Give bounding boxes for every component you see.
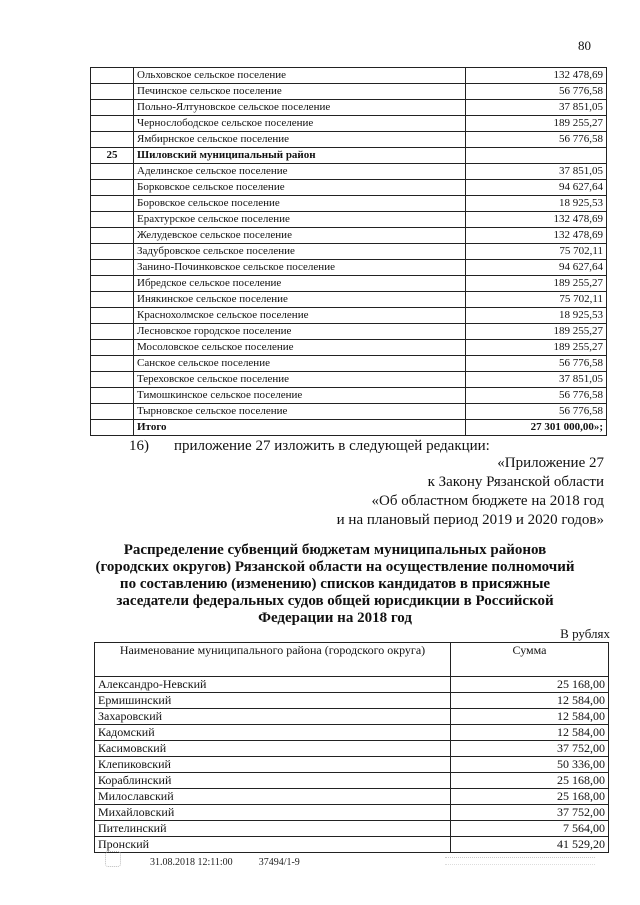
row-name-cell: Тимошкинское сельское поселение	[134, 388, 466, 404]
row-name-cell: Боровское сельское поселение	[134, 196, 466, 212]
row-number-cell	[91, 308, 134, 324]
row-amount-cell: 56 776,58	[466, 84, 607, 100]
district-amount-cell: 37 752,00	[451, 805, 609, 821]
district-name-cell: Пителинский	[95, 821, 451, 837]
district-amount-cell: 12 584,00	[451, 725, 609, 741]
row-number-cell	[91, 116, 134, 132]
table-row	[91, 244, 607, 260]
table-row	[91, 148, 607, 164]
district-name-cell: Захаровский	[95, 709, 451, 725]
row-amount-cell: 56 776,58	[466, 356, 607, 372]
district-name-cell: Пронский	[95, 837, 451, 853]
table-row	[95, 789, 609, 805]
row-number-cell	[91, 84, 134, 100]
table-row	[91, 372, 607, 388]
district-amount-cell: 7 564,00	[451, 821, 609, 837]
district-amount-cell: 12 584,00	[451, 709, 609, 725]
appendix-line: «Приложение 27	[497, 455, 604, 471]
table-row	[91, 84, 607, 100]
row-amount-cell: 27 301 000,00»;	[466, 420, 607, 436]
row-amount-cell: 94 627,64	[466, 260, 607, 276]
table-row	[91, 420, 607, 436]
appendix-line: и на плановый период 2019 и 2020 годов»	[336, 512, 604, 528]
appendix-heading	[337, 454, 604, 530]
row-amount-cell: 37 851,05	[466, 372, 607, 388]
table-row	[95, 821, 609, 837]
table-row	[95, 677, 609, 693]
district-amount-cell: 12 584,00	[451, 693, 609, 709]
row-number-cell	[91, 292, 134, 308]
table-row	[91, 196, 607, 212]
appendix-line: «Об областном бюджете на 2018 год	[371, 493, 604, 509]
row-name-cell: Тереховское сельское поселение	[134, 372, 466, 388]
table-row	[91, 324, 607, 340]
row-number-cell	[91, 180, 134, 196]
row-number-cell	[91, 164, 134, 180]
document-title	[70, 542, 600, 627]
row-name-cell: Итого	[134, 420, 466, 436]
row-number-cell	[91, 372, 134, 388]
table-row	[95, 757, 609, 773]
row-name-cell: Борковское сельское поселение	[134, 180, 466, 196]
row-number-cell	[91, 340, 134, 356]
row-amount-cell: 75 702,11	[466, 244, 607, 260]
row-number-cell	[91, 228, 134, 244]
district-name-cell: Михайловский	[95, 805, 451, 821]
row-amount-cell: 56 776,58	[466, 132, 607, 148]
row-amount-cell: 189 255,27	[466, 276, 607, 292]
row-name-cell: Задубровское сельское поселение	[134, 244, 466, 260]
table-header-row	[95, 643, 609, 677]
row-name-cell: Лесновское городское поселение	[134, 324, 466, 340]
table-row	[91, 308, 607, 324]
row-number-cell	[91, 100, 134, 116]
title-line: Распределение субвенций бюджетам муниципальных районов	[123, 542, 547, 558]
table-row	[95, 805, 609, 821]
row-amount-cell	[466, 148, 607, 164]
footer-stamp-mark	[105, 851, 121, 867]
table-row	[95, 741, 609, 757]
row-name-cell: Аделинское сельское поселение	[134, 164, 466, 180]
title-line: по составлению (изменению) списков кандидатов в присяжные	[119, 576, 551, 592]
row-name-cell: Ямбирнское сельское поселение	[134, 132, 466, 148]
row-number-cell	[91, 324, 134, 340]
table-row	[95, 837, 609, 853]
district-amount-cell: 25 168,00	[451, 677, 609, 693]
row-amount-cell: 37 851,05	[466, 100, 607, 116]
row-number-cell	[91, 132, 134, 148]
table-row	[91, 404, 607, 420]
district-name-cell: Милославский	[95, 789, 451, 805]
table-row	[91, 212, 607, 228]
table-row	[91, 276, 607, 292]
clause-16	[129, 438, 490, 455]
row-amount-cell: 56 776,58	[466, 388, 607, 404]
settlements-table	[90, 67, 607, 436]
row-number-cell	[91, 388, 134, 404]
row-number-cell	[91, 212, 134, 228]
row-amount-cell: 94 627,64	[466, 180, 607, 196]
row-amount-cell: 132 478,69	[466, 68, 607, 84]
footer-faint-text	[445, 857, 595, 865]
table-row	[91, 100, 607, 116]
header-name-cell: Наименование муниципального района (городского округа)	[95, 643, 451, 677]
district-amount-cell: 37 752,00	[451, 741, 609, 757]
row-amount-cell: 189 255,27	[466, 340, 607, 356]
footer-datetime: 31.08.2018 12:11:00	[150, 857, 233, 868]
row-name-cell: Краснохолмское сельское поселение	[134, 308, 466, 324]
table-row	[91, 292, 607, 308]
row-name-cell: Польно-Ялтуновское сельское поселение	[134, 100, 466, 116]
table-row	[91, 356, 607, 372]
row-amount-cell: 37 851,05	[466, 164, 607, 180]
table-row	[91, 116, 607, 132]
header-sum-cell: Сумма	[451, 643, 609, 677]
currency-unit: В рублях	[560, 626, 610, 641]
row-name-cell: Тырновское сельское поселение	[134, 404, 466, 420]
table-row	[91, 164, 607, 180]
clause-text: приложение 27 изложить в следующей редакции:	[174, 438, 490, 454]
table-row	[91, 340, 607, 356]
table-row	[91, 68, 607, 84]
table-row	[91, 132, 607, 148]
district-name-cell: Касимовский	[95, 741, 451, 757]
appendix-line: к Закону Рязанской области	[427, 474, 604, 490]
footer	[150, 857, 300, 868]
table-row	[95, 693, 609, 709]
row-name-cell: Желудевское сельское поселение	[134, 228, 466, 244]
row-name-cell: Печинское сельское поселение	[134, 84, 466, 100]
row-name-cell: Санское сельское поселение	[134, 356, 466, 372]
row-number-cell	[91, 68, 134, 84]
row-number-cell	[91, 260, 134, 276]
row-name-cell: Ерахтурское сельское поселение	[134, 212, 466, 228]
page-number: 80	[578, 38, 591, 53]
row-number-cell	[91, 420, 134, 436]
row-number-cell	[91, 276, 134, 292]
district-name-cell: Кадомский	[95, 725, 451, 741]
district-name-cell: Кораблинский	[95, 773, 451, 789]
row-number-cell	[91, 404, 134, 420]
table-row	[95, 709, 609, 725]
row-name-cell: Ольховское сельское поселение	[134, 68, 466, 84]
row-name-cell: Занино-Починковское сельское поселение	[134, 260, 466, 276]
table-row	[95, 725, 609, 741]
title-line: заседатели федеральных судов общей юрисдикции в Российской	[116, 593, 554, 609]
row-number-cell	[91, 196, 134, 212]
row-amount-cell: 75 702,11	[466, 292, 607, 308]
table-row	[91, 260, 607, 276]
row-number-cell	[91, 356, 134, 372]
row-number-cell	[91, 244, 134, 260]
title-line: (городских округов) Рязанской области на осуществление полномочий	[95, 559, 575, 575]
row-amount-cell: 189 255,27	[466, 324, 607, 340]
district-amount-cell: 25 168,00	[451, 773, 609, 789]
district-name-cell: Ермишинский	[95, 693, 451, 709]
row-amount-cell: 18 925,53	[466, 196, 607, 212]
district-amount-cell: 25 168,00	[451, 789, 609, 805]
district-name-cell: Александро-Невский	[95, 677, 451, 693]
row-number-cell: 25	[91, 148, 134, 164]
footer-doc-id: 37494/1-9	[258, 857, 300, 868]
row-amount-cell: 132 478,69	[466, 228, 607, 244]
table-row	[91, 228, 607, 244]
row-name-cell: Ибредское сельское поселение	[134, 276, 466, 292]
clause-number: 16)	[129, 438, 149, 454]
table-row	[91, 388, 607, 404]
row-name-cell: Мосоловское сельское поселение	[134, 340, 466, 356]
row-name-cell: Инякинское сельское поселение	[134, 292, 466, 308]
table-row	[91, 180, 607, 196]
title-line: Федерации на 2018 год	[258, 610, 412, 626]
row-amount-cell: 189 255,27	[466, 116, 607, 132]
district-amount-cell: 50 336,00	[451, 757, 609, 773]
row-amount-cell: 18 925,53	[466, 308, 607, 324]
table-row	[95, 773, 609, 789]
subvention-table	[94, 642, 609, 853]
row-name-cell: Чернослободское сельское поселение	[134, 116, 466, 132]
row-amount-cell: 132 478,69	[466, 212, 607, 228]
district-amount-cell: 41 529,20	[451, 837, 609, 853]
district-name-cell: Клепиковский	[95, 757, 451, 773]
row-amount-cell: 56 776,58	[466, 404, 607, 420]
row-name-cell: Шиловский муниципальный район	[134, 148, 466, 164]
